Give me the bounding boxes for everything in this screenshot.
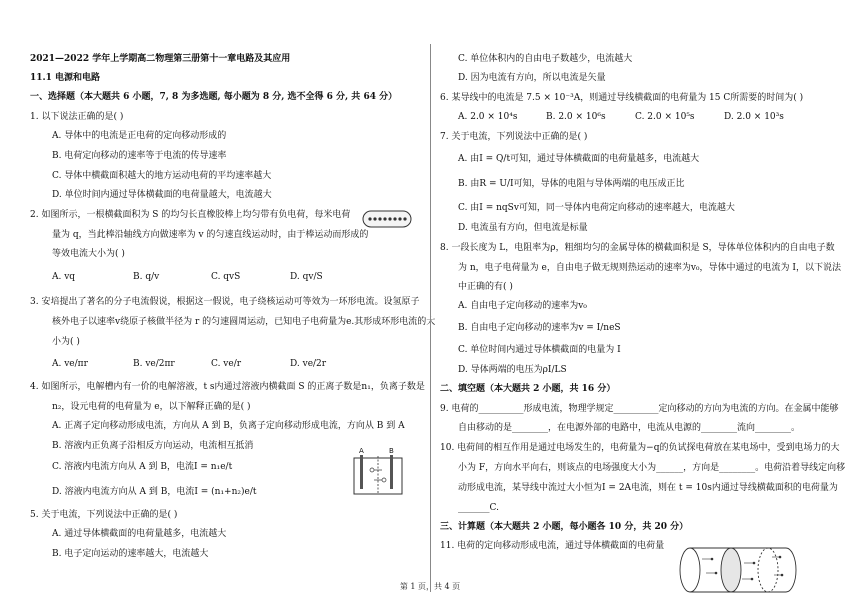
q2-option-d: D. qv/S bbox=[290, 272, 323, 282]
column-divider bbox=[430, 44, 431, 592]
q8-option-c: C. 单位时间内通过导体横截面的电量为 I bbox=[458, 345, 621, 355]
q1-option-d: D. 单位时间内通过导体横截面的电荷量越大，电流越大 bbox=[52, 190, 272, 200]
q3-option-d: D. ve/2r bbox=[290, 359, 327, 369]
q8-line-3: 中正确的有( ) bbox=[458, 282, 513, 292]
q2-option-c: C. qvS bbox=[211, 272, 241, 282]
q4-option-b: B. 溶液内正负离子沿相反方向运动，电流相互抵消 bbox=[52, 441, 254, 451]
q9-line-2: 自由移动的是________，在电源外部的电路中，电流从电源的________流向________。 bbox=[458, 423, 801, 433]
q4-electrolytic-cell-figure bbox=[352, 452, 404, 496]
q10-line-4: _______C. bbox=[458, 503, 499, 513]
q2-rod-figure bbox=[361, 208, 415, 230]
q5-stem: 5. 关于电流，下列说法中正确的是( ) bbox=[30, 510, 178, 520]
q8-option-a: A. 自由电子定向移动的速率为v₀ bbox=[458, 301, 587, 311]
q2-line-3: 等效电流大小为( ) bbox=[52, 249, 125, 259]
q3-option-a: A. ve/πr bbox=[52, 359, 88, 369]
q3-line-3: 小为( ) bbox=[52, 337, 80, 347]
q7-option-a: A. 由I = Q/t可知，通过导体横截面的电荷量越多，电流越大 bbox=[458, 154, 700, 164]
q5-option-a: A. 通过导体横截面的电荷量越多，电流越大 bbox=[52, 529, 227, 539]
q6-option-d: D. 2.0 × 10³s bbox=[724, 112, 784, 122]
q8-line-2: 为 n，电子电荷量为 e，自由电子做无规则热运动的速率为v₀，导体中通过的电流为 I，以下说法 bbox=[458, 263, 841, 273]
part-heading-choice: 一、选择题（本大题共 6 小题，7, 8 为多选题, 每小题为 8 分, 选不全得 6 分, 共 64 分） bbox=[30, 92, 398, 102]
section-title: 11.1 电源和电路 bbox=[30, 73, 101, 83]
q4-line-2: n₂，设元电荷的电荷量为 e，以下解释正确的是( ) bbox=[52, 402, 251, 412]
q6-option-c: C. 2.0 × 10⁵s bbox=[635, 112, 695, 122]
q7-stem: 7. 关于电流，下列说法中正确的是( ) bbox=[440, 132, 588, 142]
exam-title: 2021—2022 学年上学期高二物理第三册第十一章电路及其应用 bbox=[30, 54, 291, 64]
q7-option-d: D. 电流虽有方向，但电流是标量 bbox=[458, 223, 588, 233]
q10-line-3: 动形成电流，某导线中流过大小恒为I = 2A电流，则在 t = 10s内通过导线横截面积的电荷量为 bbox=[458, 483, 838, 493]
q1-option-c: C. 导体中横截面积越大的地方运动电荷的平均速率越大 bbox=[52, 171, 272, 181]
q5-option-c: C. 单位体积内的自由电子数越少，电流越大 bbox=[458, 54, 633, 64]
q4-line-1: 4. 如图所示，电解槽内有一价的电解溶液，t s内通过溶液内横截面 S 的正离子数是n₁，负离子数是 bbox=[30, 382, 425, 392]
q3-option-b: B. ve/2πr bbox=[133, 359, 175, 369]
q1-option-b: B. 电荷定向移动的速率等于电流的传导速率 bbox=[52, 151, 227, 161]
q11-stem: 11. 电荷的定向移动形成电流，通过导体横截面的电荷量 bbox=[440, 541, 665, 551]
q4-option-c: C. 溶液内电流方向从 A 到 B，电流I = n₁e/t bbox=[52, 462, 233, 472]
q4-option-a: A. 正离子定向移动形成电流，方向从 A 到 B，负离子定向移动形成电流，方向从 B 到 A bbox=[52, 421, 405, 431]
page-footer: 第 1 页，共 4 页 bbox=[399, 582, 461, 591]
q10-line-2: 小为 F，方向水平向右，则该点的电场强度大小为______，方向是________。电荷沿着导线定向移 bbox=[458, 463, 846, 473]
q6-stem: 6. 某导线中的电流是 7.5 × 10⁻³A，则通过导线横截面的电荷量为 15 C所需要的时间为( ) bbox=[440, 93, 804, 103]
q4-figure-label-a: A bbox=[359, 447, 364, 455]
q8-line-1: 8. 一段长度为 L，电阻率为ρ，粗细均匀的金属导体的横截面积是 S，导体单位体积内的自由电子数 bbox=[440, 243, 835, 253]
q8-option-b: B. 自由电子定向移动的速率为v = I/neS bbox=[458, 323, 621, 333]
q2-option-a: A. vq bbox=[52, 272, 76, 282]
q5-option-d: D. 因为电流有方向，所以电流是矢量 bbox=[458, 73, 606, 83]
q3-line-2: 核外电子以速率v绕原子核做半径为 r 的匀速圆周运动，已知电子电荷量为e.其形成环形电流的大 bbox=[52, 317, 436, 327]
q6-option-b: B. 2.0 × 10⁶s bbox=[546, 112, 606, 122]
q6-option-a: A. 2.0 × 10⁴s bbox=[458, 112, 518, 122]
q3-line-1: 3. 安培提出了著名的分子电流假说，根据这一假说，电子绕核运动可等效为一环形电流。设氢原子 bbox=[30, 297, 420, 307]
q10-line-1: 10. 电荷间的相互作用是通过电场发生的，电荷量为−q的负试探电荷放在某电场中，受到电场力的大 bbox=[440, 443, 840, 453]
q1-stem: 1. 以下说法正确的是( ) bbox=[30, 112, 124, 122]
q2-line-1: 2. 如图所示，一根横截面积为 S 的均匀长直橡胶棒上均匀带有负电荷，每米电荷 bbox=[30, 210, 351, 220]
q2-option-b: B. q/v bbox=[133, 272, 160, 282]
q1-option-a: A. 导体中的电流是正电荷的定向移动形成的 bbox=[52, 131, 227, 141]
q7-option-b: B. 由R = U/I可知，导体的电阻与导体两端的电压成正比 bbox=[458, 179, 685, 189]
q2-line-2: 量为 q，当此棒沿轴线方向做速率为 v 的匀速直线运动时，由于棒运动而形成的 bbox=[52, 230, 369, 240]
part-heading-fill: 二、填空题（本大题共 2 小题，共 16 分） bbox=[440, 384, 616, 394]
q8-option-d: D. 导体两端的电压为ρI/LS bbox=[458, 365, 567, 375]
q7-option-c: C. 由I = nqSv可知，同一导体内电荷定向移动的速率越大，电流越大 bbox=[458, 203, 735, 213]
q4-option-d: D. 溶液内电流方向从 A 到 B，电流I = (n₁+n₂)e/t bbox=[52, 487, 257, 497]
q9-line-1: 9. 电荷的__________形成电流，物理学规定__________定向移动的方向为电流的方向。在金属中能够 bbox=[440, 404, 839, 414]
q4-figure-label-b: B bbox=[389, 447, 394, 455]
q3-option-c: C. ve/r bbox=[211, 359, 242, 369]
q5-option-b: B. 电子定向运动的速率越大，电流越大 bbox=[52, 549, 209, 559]
part-heading-calc: 三、计算题（本大题共 2 小题，每小题各 10 分，共 20 分） bbox=[440, 522, 689, 532]
